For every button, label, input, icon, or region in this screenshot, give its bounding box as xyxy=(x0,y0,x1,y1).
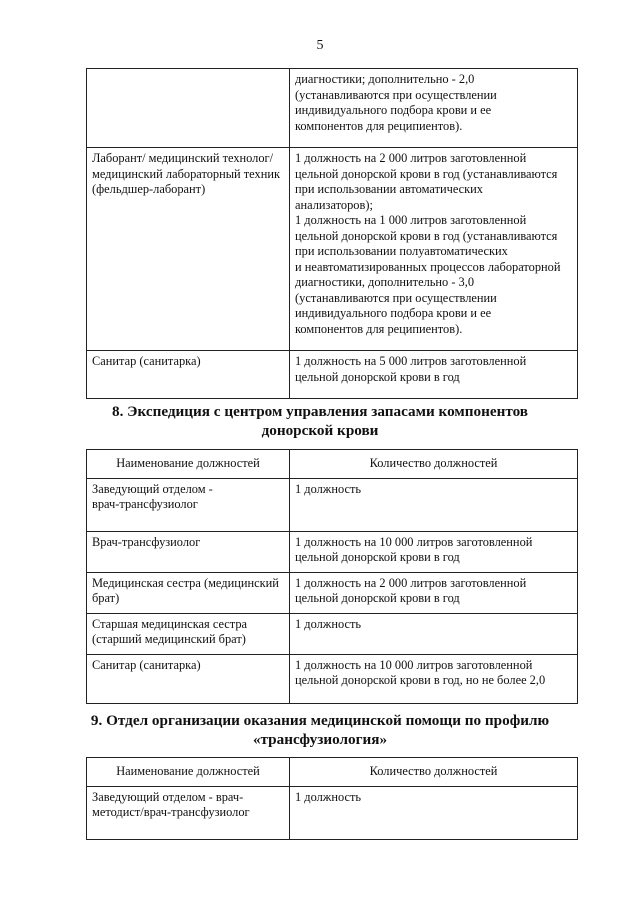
table-row xyxy=(87,572,578,613)
cell-text-line: компонентов для реципиентов). xyxy=(295,321,463,336)
position-cell xyxy=(87,613,290,654)
cell-text-line: 1 должность на 5 000 литров заготовленной xyxy=(295,354,527,368)
page-number: 5 xyxy=(316,38,324,53)
cell-text-line: Врач-трансфузиолог xyxy=(92,534,201,549)
cell-text-line: цельной донорской крови в год (устанавливаются xyxy=(295,166,558,181)
table-row xyxy=(87,351,578,399)
staff-table-continued xyxy=(86,68,578,399)
section-8-title xyxy=(0,402,640,440)
cell-text-line: при использовании полуавтоматических xyxy=(295,244,508,258)
section-9-title xyxy=(0,711,640,749)
cell-text-line: Заведующий отделом - xyxy=(92,481,213,496)
count-cell xyxy=(290,654,578,703)
position-cell xyxy=(87,572,290,613)
header-count: Количество должностей xyxy=(290,758,578,787)
cell-text-line: 1 должность xyxy=(295,481,362,496)
cell-text-line: компонентов для реципиентов). xyxy=(295,118,463,133)
cell-text-line: (устанавливаются при осуществлении xyxy=(295,290,497,305)
cell-text-line: методист/врач-трансфузиолог xyxy=(92,805,250,819)
cell-text-line: анализаторов); xyxy=(295,197,373,212)
cell-text-line: брат) xyxy=(92,591,120,605)
cell-text-line: и неавтоматизированных процессов лабораторной xyxy=(295,259,561,274)
header-count: Количество должностей xyxy=(290,450,578,479)
table-row xyxy=(87,654,578,703)
section-9-title-line2: «трансфузиология» xyxy=(252,731,388,748)
header-position: Наименование должностей xyxy=(87,450,290,479)
section-9-table xyxy=(86,757,578,840)
cell-text-line: Санитар (санитарка) xyxy=(92,657,201,672)
table-body xyxy=(87,786,578,839)
section-8-table xyxy=(86,449,578,704)
cell-text-line: врач-трансфузиолог xyxy=(92,497,198,511)
cell-text-line: Заведующий отделом - врач- xyxy=(92,789,244,804)
cell-text-line: при использовании автоматических xyxy=(295,182,483,196)
position-cell xyxy=(87,786,290,839)
cell-text-line: Санитар (санитарка) xyxy=(92,354,201,368)
cell-text-line: цельной донорской крови в год (устанавливаются xyxy=(295,228,558,243)
position-cell xyxy=(87,351,290,399)
table-row xyxy=(87,148,578,351)
table-body xyxy=(87,478,578,703)
cell-text-line: диагностики, дополнительно - 3,0 xyxy=(295,275,475,289)
count-cell xyxy=(290,351,578,399)
cell-text-line: Лаборант/ медицинский технолог/ xyxy=(92,151,274,165)
position-cell xyxy=(87,531,290,572)
table-body xyxy=(87,69,578,399)
table-row xyxy=(87,531,578,572)
cell-text-line: 1 должность на 2 000 литров заготовленной xyxy=(295,151,527,165)
table-row xyxy=(87,786,578,839)
cell-text-line: диагностики; дополнительно - 2,0 xyxy=(295,72,475,86)
count-cell xyxy=(290,572,578,613)
count-cell xyxy=(290,478,578,531)
header-position: Наименование должностей xyxy=(87,758,290,787)
cell-text-line: 1 должность на 10 000 литров заготовленной xyxy=(295,657,533,672)
cell-text-line: 1 должность на 1 000 литров заготовленной xyxy=(295,213,527,227)
cell-text-line: Старшая медицинская сестра xyxy=(92,616,248,631)
table-header-row xyxy=(87,758,578,787)
cell-text-line: (фельдшер-лаборант) xyxy=(92,182,206,196)
cell-text-line: 1 должность на 2 000 литров заготовленной xyxy=(295,575,527,590)
cell-text-line: Медицинская сестра (медицинский xyxy=(92,575,279,590)
position-cell xyxy=(87,69,290,148)
position-cell xyxy=(87,148,290,351)
table-header-row xyxy=(87,450,578,479)
cell-text-line: индивидуального подбора крови и ее xyxy=(295,306,492,320)
count-cell xyxy=(290,531,578,572)
cell-text-line: (устанавливаются при осуществлении xyxy=(295,87,497,102)
table-row xyxy=(87,613,578,654)
table-row xyxy=(87,69,578,148)
cell-text-line: цельной донорской крови в год xyxy=(295,369,460,384)
position-cell xyxy=(87,478,290,531)
cell-text-line: 1 должность на 10 000 литров заготовленной xyxy=(295,534,533,549)
table-row xyxy=(87,478,578,531)
count-cell xyxy=(290,786,578,839)
section-8-title-line2: донорской крови xyxy=(261,422,379,439)
count-cell xyxy=(290,613,578,654)
cell-text-line: 1 должность xyxy=(295,789,362,804)
section-8-title-line1: 8. Экспедиция с центром управления запасами компонентов xyxy=(111,403,529,420)
cell-text-line: индивидуального подбора крови и ее xyxy=(295,103,492,117)
cell-text-line: цельной донорской крови в год xyxy=(295,591,460,605)
section-9-title-line1: 9. Отдел организации оказания медицинской помощи по профилю xyxy=(90,712,550,729)
count-cell xyxy=(290,148,578,351)
cell-text-line: 1 должность xyxy=(295,616,362,631)
count-cell xyxy=(290,69,578,148)
cell-text-line: (старший медицинский брат) xyxy=(92,632,246,646)
cell-text-line: цельной донорской крови в год, но не более 2,0 xyxy=(295,673,546,687)
position-cell xyxy=(87,654,290,703)
cell-text-line: цельной донорской крови в год xyxy=(295,550,460,564)
cell-text-line: медицинский лабораторный техник xyxy=(92,166,280,181)
cell-text-line xyxy=(92,72,284,88)
